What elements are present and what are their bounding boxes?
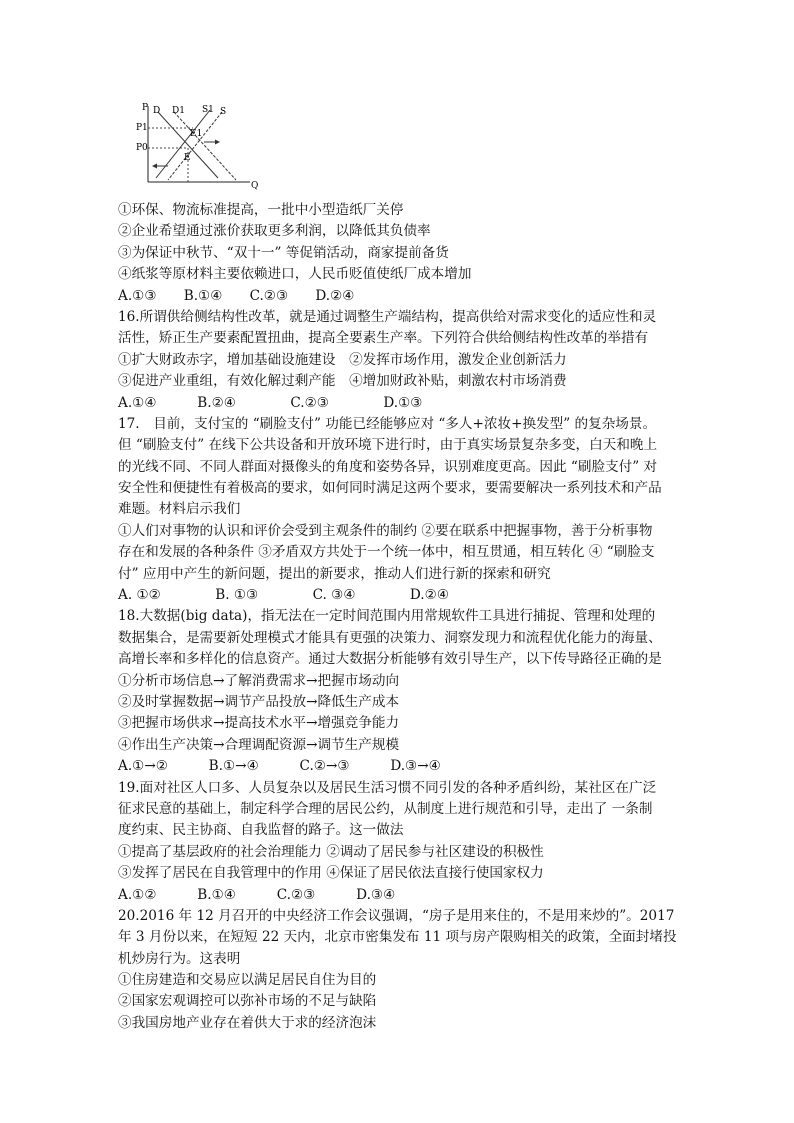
q18-line: 高增长率和多样化的信息资产。通过大数据分析能够有效引导生产，以下传导路径正确的是 — [118, 651, 662, 668]
q17-line: 难题。材料启示我们 — [118, 501, 241, 518]
q18-line: ③把握市场供求→提高技术水平→增强竞争能力 — [118, 715, 400, 732]
e1-label: E1 — [190, 129, 203, 139]
e-label: E — [184, 153, 191, 163]
q16-line: 16.所谓供给侧结构性改革，就是通过调整生产端结构，提高供给对需求变化的适应性和灵 — [118, 308, 657, 325]
q15-line: ①环保、物流标准提高，一批中小型造纸厂关停 — [118, 202, 404, 218]
q20-line: ③我国房地产业存在着供大于求的经济泡沫 — [118, 1014, 377, 1031]
q17-line: ①人们对事物的认识和评价会受到主观条件的制约 ②要在联系中把握事物，善于分析事物 — [118, 522, 653, 539]
question-16 — [118, 307, 678, 414]
d-label: D — [153, 106, 161, 116]
question-19 — [118, 778, 678, 906]
demand-curve-d1 — [174, 112, 236, 180]
d1-label: D1 — [172, 106, 185, 116]
q17-line: 17. 目前，支付宝的 “刷脸支付” 功能已经能够应对 “多人+浓妆+换发型” 的复杂场景。 — [118, 415, 657, 432]
question-15-options — [118, 200, 678, 307]
q19-line: ①提高了基层政府的社会治理能力 ②调动了居民参与社区建设的积极性 — [118, 843, 544, 860]
q20-line: ①住房建造和交易应以满足居民自住为目的 — [118, 972, 377, 989]
s1-label: S1 — [202, 105, 214, 115]
q17-line: 的光线不同、不同人群面对摄像头的角度和姿势各异，识别难度更高。因此 “刷脸支付” 对 — [118, 458, 658, 475]
supply-curve-s — [168, 112, 222, 180]
q17-line: 安全性和便捷性有着极高的要求，如何同时满足这两个要求，要需要解决一系列技术和产品 — [118, 480, 662, 497]
q17-line: 但 “刷脸支付” 在线下公共设备和开放环境下进行时，由于真实场景复杂多变，白天和晚上 — [118, 437, 658, 454]
question-content — [118, 200, 678, 1034]
q17-answer-choices: A. ①② B. ①③ C. ③④ D.②④ — [118, 587, 450, 604]
q17-line: 存在和发展的各种条件 ③矛盾双方共处于一个统一体中，相互贯通，相互转化 ④ “刷脸支 — [118, 544, 655, 561]
q20-line: 20.2016 年 12 月召开的中央经济工作会议强调，“房子是用来住的，不是用来炒的”。2017 — [118, 907, 675, 924]
question-20 — [118, 906, 678, 1034]
q20-line: 机炒房行为。这表明 — [118, 950, 241, 967]
s-label: S — [220, 107, 227, 117]
p0-label: P0 — [136, 143, 148, 153]
q17-line: 付” 应用中产生的新问题，提出的新要求，推动人们进行新的探索和研究 — [118, 565, 551, 582]
q18-line: ①分析市场信息→了解消费需求→把握市场动向 — [118, 672, 400, 689]
q15-answer-choices: A.①③ B.①④ C.②③ D.②④ — [118, 287, 355, 304]
question-17 — [118, 414, 678, 607]
q19-answer-choices: A.①② B.①④ C.②③ D.③④ — [118, 886, 396, 903]
q16-line: ①扩大财政赤字，增加基础设施建设 ②发挥市场作用，激发企业创新活力 — [118, 351, 567, 368]
q15-line: ④纸浆等原材料主要依赖进口，人民币贬值使纸厂成本增加 — [118, 266, 472, 283]
axis-q-label: Q — [251, 181, 259, 191]
q18-line: 数据集合，是需要新处理模式才能具有更强的决策力、洞察发现力和流程优化能力的海量、 — [118, 629, 662, 646]
q20-line: ②国家宏观调控可以弥补市场的不足与缺陷 — [118, 993, 377, 1010]
arrowhead-right — [215, 140, 220, 145]
q18-line: ②及时掌握数据→调节产品投放→降低生产成本 — [118, 693, 400, 710]
q16-line: 活性，矫正生产要素配置扭曲，提高全要素生产率。下列符合供给侧结构性改革的举措有 — [118, 330, 649, 347]
q16-line: ③促进产业重组，有效化解过剩产能 ④增加财政补贴，刺激农村市场消费 — [118, 373, 567, 390]
question-18 — [118, 606, 678, 777]
q19-line: 度约束、民主协商、自我监督的路子。这一做法 — [118, 822, 404, 839]
q18-line: 18.大数据(big data)，指无法在一定时间范围内用常规软件工具进行捕捉、管理和处理的 — [118, 608, 656, 625]
q20-line: 年 3 月份以来，在短短 22 天内，北京市密集发布 11 项与房产限购相关的政策，全面封堵投 — [118, 929, 677, 946]
q15-line: ②企业希望通过涨价获取更多利润，以降低其负债率 — [118, 223, 431, 240]
q16-answer-choices: A.①④ B.②④ C.②③ D.①③ — [118, 394, 423, 411]
supply-curve-s1 — [156, 110, 210, 178]
arrowhead-left — [152, 164, 157, 169]
q15-line: ③为保证中秋节、“双十一” 等促销活动，商家提前备货 — [118, 244, 449, 261]
q19-line: 征求民意的基础上，制定科学合理的居民公约，从制度上进行规范和引导，走出了 一条制 — [118, 800, 653, 817]
axis-p-label: P — [142, 103, 149, 113]
q19-line: 19.面对社区人口多、人员复杂以及居民生活习惯不同引发的各种矛盾纠纷，某社区在广泛 — [118, 779, 657, 796]
supply-demand-figure — [138, 100, 262, 192]
q18-answer-choices: A.①→② B.①→④ C.②→③ D.③→④ — [118, 758, 441, 775]
q19-line: ③发挥了居民在自我管理中的作用 ④保证了居民依法直接行使国家权力 — [118, 865, 544, 882]
p1-label: P1 — [136, 123, 148, 133]
q18-line: ④作出生产决策→合理调配资源→调节生产规模 — [118, 736, 400, 753]
